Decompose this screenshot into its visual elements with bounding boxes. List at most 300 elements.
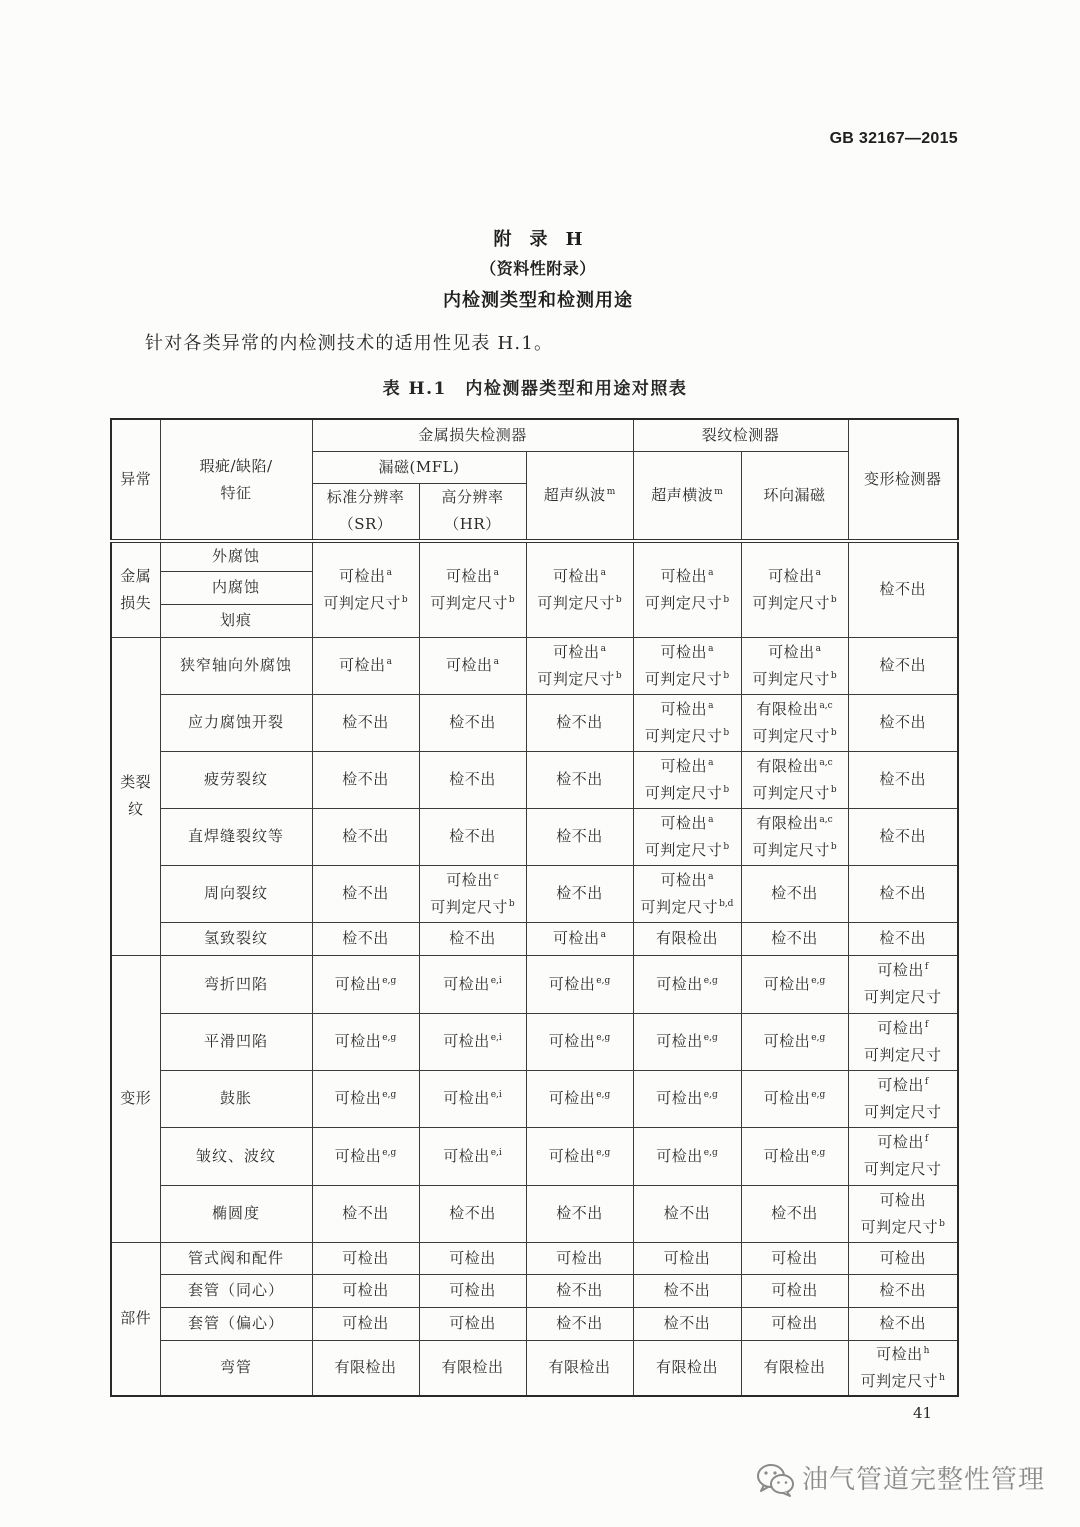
cell-line	[314, 1310, 418, 1337]
cell-text: 可检出	[879, 1248, 927, 1267]
cell-text: 检不出	[771, 929, 818, 947]
table-cell	[848, 1013, 958, 1070]
cell-line	[421, 1028, 525, 1055]
wechat-icon	[756, 1462, 796, 1498]
header-anomaly	[111, 419, 160, 541]
feature-label	[160, 808, 312, 865]
table-cell	[419, 694, 526, 751]
cell-text: 可判定尺寸	[430, 897, 508, 916]
feature-text: 弯折凹陷	[203, 974, 268, 993]
cell-text: 可检出	[660, 813, 708, 832]
footnote-mark: b	[615, 594, 622, 605]
cell-text: 有限检出	[441, 1358, 504, 1376]
footnote-mark: b	[723, 841, 730, 852]
header-ut-longitudinal	[526, 451, 633, 541]
header-text: 变形检测器	[864, 470, 942, 488]
cell-line	[314, 971, 418, 998]
cell-text: 可检出	[342, 1314, 389, 1332]
table-cell	[312, 694, 419, 751]
feature-label	[160, 541, 312, 571]
cell-text: 可检出	[763, 1146, 811, 1165]
cell-line	[314, 590, 418, 617]
footnote-mark: a	[708, 814, 714, 825]
footnote-mark: e,g	[703, 975, 718, 986]
footnote-mark: b	[939, 1218, 945, 1229]
cell-line	[635, 925, 740, 952]
feature-text: 周向裂纹	[203, 884, 268, 902]
table-cell	[741, 1013, 848, 1070]
feature-text: 管式阀和配件	[187, 1248, 284, 1267]
cell-text: 可检出	[334, 1032, 382, 1050]
table-cell	[419, 955, 526, 1013]
cell-text: 检不出	[449, 929, 496, 947]
cell-line	[743, 753, 847, 780]
feature-label	[160, 637, 312, 694]
header-standard-resolution	[312, 483, 419, 541]
table-row	[111, 922, 958, 955]
header-text: 漏磁(MFL)	[378, 457, 460, 476]
footnote-mark: a	[493, 657, 499, 667]
table-cell	[526, 694, 633, 751]
footnote-mark: b	[723, 727, 730, 738]
table-row	[111, 955, 958, 1013]
cell-text: 检不出	[879, 580, 927, 599]
appendix-title: 附 录 H	[493, 229, 583, 250]
cell-text: 检不出	[663, 1281, 711, 1299]
table-cell	[526, 751, 633, 808]
cell-text: 可检出	[339, 566, 386, 585]
cell-text: 可检出	[660, 566, 708, 585]
header-ut-shear	[633, 451, 741, 541]
table-caption: 表 H.1 内检测器类型和用途对照表	[382, 379, 688, 399]
footnote-mark: a	[386, 567, 392, 578]
feature-label	[160, 751, 312, 808]
cell-line	[528, 766, 632, 793]
table-cell	[848, 808, 958, 865]
cell-line	[635, 1310, 740, 1337]
table-cell	[526, 1242, 633, 1274]
footnote-mark: b	[723, 670, 730, 681]
cell-text: 可检出	[334, 1089, 382, 1107]
cell-text: 可判定尺寸	[752, 726, 830, 745]
cell-line	[635, 1245, 740, 1272]
table-cell	[848, 1242, 958, 1274]
cell-text: 有限检出	[756, 699, 819, 718]
cell-text: 检不出	[449, 770, 496, 788]
group-label-text: 类裂	[120, 773, 152, 791]
footnote-mark: e,g	[703, 1147, 718, 1158]
footnote-mark: b	[508, 898, 515, 909]
footnote-mark: m	[714, 486, 723, 497]
cell-text: 可判定尺寸	[752, 669, 830, 688]
cell-line	[743, 639, 847, 666]
cell-line	[635, 971, 740, 998]
cell-text: 可检出	[877, 961, 924, 979]
cell-line	[314, 1245, 418, 1272]
table-cell	[848, 751, 958, 808]
cell-line	[743, 880, 847, 907]
cell-text: 可检出	[876, 1344, 923, 1363]
footnote-mark: e,g	[703, 1033, 718, 1043]
table-cell	[633, 1274, 741, 1307]
cell-line	[743, 1354, 847, 1381]
cell-line	[314, 766, 418, 793]
table-body	[111, 541, 958, 1396]
cell-line	[421, 1085, 525, 1112]
table-row	[111, 694, 958, 751]
watermark	[756, 1458, 1056, 1502]
cell-text: 检不出	[556, 770, 603, 788]
feature-label	[160, 1185, 312, 1242]
cell-text: 可检出	[443, 1089, 490, 1107]
cell-line	[528, 709, 632, 736]
cell-text: 可检出	[553, 566, 600, 585]
cell-line	[421, 1277, 525, 1304]
table-cell	[633, 1070, 741, 1127]
cell-text: 可检出	[771, 1281, 818, 1299]
cell-text: 检不出	[879, 827, 927, 845]
table-cell	[312, 541, 419, 637]
cell-text: 可检出	[660, 699, 708, 718]
table-cell	[419, 751, 526, 808]
footnote-mark: e,i	[490, 975, 502, 986]
cell-line	[743, 590, 847, 617]
appendix-name: 内检测类型和检测用途	[443, 290, 633, 311]
footnote-mark: a,c	[819, 757, 833, 768]
feature-label	[160, 1340, 312, 1396]
header-feature	[160, 419, 312, 541]
cell-text: 可判定尺寸	[430, 593, 508, 612]
table-cell	[419, 808, 526, 865]
cell-line	[635, 1200, 740, 1227]
cell-line	[421, 1245, 525, 1272]
table-cell	[526, 541, 633, 637]
table-cell	[848, 541, 958, 637]
footnote-mark: b	[723, 784, 730, 795]
cell-text: 检不出	[556, 713, 603, 731]
cell-line	[528, 823, 632, 850]
cell-line	[421, 1354, 525, 1381]
cell-line	[850, 1187, 957, 1214]
cell-line	[743, 666, 847, 693]
cell-line	[635, 1277, 740, 1304]
header-text: 超声纵波	[543, 485, 606, 504]
cell-text: 检不出	[342, 827, 389, 845]
cell-text: 可检出	[663, 1248, 711, 1267]
cell-text: 可检出	[446, 870, 493, 889]
footnote-mark: b	[508, 594, 515, 605]
cell-line	[528, 666, 632, 693]
table-cell	[312, 1070, 419, 1127]
table-cell	[312, 637, 419, 694]
footnote-mark: e,i	[490, 1147, 502, 1158]
cell-line	[528, 1200, 632, 1227]
cell-text: 可判定尺寸	[644, 726, 723, 745]
footnote-mark: e,g	[596, 1033, 611, 1043]
cell-line	[421, 867, 525, 894]
group-label-text: 变形	[120, 1089, 152, 1107]
cell-line	[528, 639, 632, 666]
table-cell	[633, 1340, 741, 1396]
table-cell	[526, 1013, 633, 1070]
feature-text: 套管（偏心）	[187, 1314, 284, 1332]
table-cell	[848, 1307, 958, 1340]
cell-text: 可检出	[768, 642, 815, 661]
cell-text: 可检出	[334, 1146, 382, 1165]
cell-line	[743, 723, 847, 750]
footnote-mark: e,g	[596, 1147, 611, 1158]
footnote-mark: b	[830, 784, 837, 795]
feature-text: 平滑凹陷	[203, 1032, 268, 1050]
footnote-mark: e,g	[382, 1147, 397, 1158]
cell-text: 可检出	[763, 1089, 811, 1107]
header-text: 超声横波	[651, 485, 714, 504]
cell-text: 检不出	[556, 884, 603, 902]
cell-text: 可检出	[771, 1248, 818, 1267]
feature-text: 弯管	[219, 1358, 252, 1376]
table-cell	[633, 751, 741, 808]
footnote-mark: e,g	[382, 1090, 397, 1100]
cell-line	[850, 1245, 957, 1272]
table-cell	[741, 922, 848, 955]
table-cell	[633, 1127, 741, 1185]
group-label	[111, 1242, 160, 1396]
table-cell	[526, 865, 633, 922]
cell-line	[314, 709, 418, 736]
cell-text: 可检出	[879, 1190, 927, 1209]
detector-table	[110, 418, 959, 1397]
footnote-mark: e,g	[382, 975, 397, 986]
feature-text: 狭窄轴向外腐蚀	[179, 656, 292, 674]
header-high-resolution	[419, 483, 526, 541]
table-cell	[633, 1307, 741, 1340]
cell-text: 检不出	[663, 1314, 711, 1332]
cell-line	[850, 957, 957, 984]
footnote-mark: a,c	[819, 700, 833, 711]
footnote-mark: a	[708, 567, 714, 578]
cell-text: 可判定尺寸	[644, 840, 723, 859]
cell-text: 可检出	[443, 1032, 490, 1050]
table-cell	[741, 751, 848, 808]
header-deformation-tool	[848, 419, 958, 541]
table-cell	[741, 808, 848, 865]
appendix-nature: （资料性附录）	[480, 259, 596, 278]
footnote-mark: f	[924, 1076, 929, 1087]
cell-text: 可检出	[548, 1089, 596, 1107]
cell-text: 可检出	[656, 1032, 703, 1050]
header-circumferential-mfl	[741, 451, 848, 541]
cell-text: 可判定尺寸	[644, 593, 723, 612]
footnote-mark: m	[606, 486, 616, 497]
cell-text: 可检出	[449, 1248, 496, 1267]
cell-text: 检不出	[449, 713, 496, 731]
cell-line	[314, 1085, 418, 1112]
table-cell	[312, 1185, 419, 1242]
cell-line	[528, 925, 632, 952]
footnote-mark: f	[924, 1019, 929, 1030]
footnote-mark: a	[600, 567, 606, 578]
cell-text: 可检出	[443, 974, 490, 993]
cell-line	[421, 563, 525, 590]
feature-label	[160, 1242, 312, 1274]
footnote-mark: a,c	[819, 814, 833, 825]
cell-line	[743, 1085, 847, 1112]
table-cell	[419, 922, 526, 955]
cell-line	[850, 1042, 957, 1069]
cell-text: 可检出	[763, 1032, 811, 1050]
table-cell	[312, 865, 419, 922]
table-cell	[419, 637, 526, 694]
cell-text: 可检出	[553, 929, 600, 947]
cell-text: 检不出	[342, 1204, 389, 1222]
table-cell	[419, 1307, 526, 1340]
feature-label	[160, 922, 312, 955]
cell-line	[635, 867, 740, 894]
cell-text: 检不出	[449, 827, 496, 845]
cell-text: 可检出	[339, 656, 386, 674]
feature-text: 外腐蚀	[211, 547, 260, 566]
cell-text: 可检出	[660, 642, 708, 661]
cell-text: 可判定尺寸	[864, 1160, 942, 1178]
cell-line	[743, 1310, 847, 1337]
table-row	[111, 541, 958, 571]
cell-text: 检不出	[879, 656, 927, 674]
cell-text: 可判定尺寸	[644, 669, 723, 688]
cell-text: 可检出	[660, 756, 708, 775]
table-cell	[741, 1242, 848, 1274]
table-row	[111, 865, 958, 922]
table-row	[111, 751, 958, 808]
cell-text: 检不出	[342, 929, 389, 947]
header-text: （HR）	[444, 515, 501, 534]
feature-text: 应力腐蚀开裂	[187, 713, 284, 731]
table-cell	[848, 1274, 958, 1307]
footnote-mark: b	[830, 594, 837, 605]
header-text: 高分辨率	[441, 488, 504, 507]
cell-line	[743, 837, 847, 864]
cell-text: 可判定尺寸	[860, 1371, 939, 1390]
cell-line	[635, 639, 740, 666]
cell-text: 检不出	[771, 1204, 818, 1222]
group-label-text: 金属	[120, 566, 152, 585]
feature-label	[160, 1127, 312, 1185]
cell-line	[850, 576, 957, 603]
cell-line	[743, 563, 847, 590]
table-cell	[741, 1274, 848, 1307]
feature-label	[160, 865, 312, 922]
cell-line	[743, 696, 847, 723]
cell-text: 检不出	[879, 770, 927, 788]
table-cell	[848, 637, 958, 694]
feature-text: 内腐蚀	[211, 578, 260, 596]
cell-line	[421, 971, 525, 998]
group-label-text: 损失	[120, 593, 152, 612]
table-cell	[741, 955, 848, 1013]
cell-line	[850, 709, 957, 736]
table-cell	[419, 1242, 526, 1274]
footnote-mark: e,i	[490, 1033, 502, 1043]
footnote-mark: e,g	[596, 975, 611, 986]
watermark-text: 油气管道完整性管理	[802, 1465, 1046, 1495]
cell-text: 可检出	[763, 974, 811, 993]
table-cell	[848, 922, 958, 955]
feature-label	[160, 1070, 312, 1127]
cell-line	[314, 1200, 418, 1227]
footnote-mark: a	[708, 700, 714, 711]
footnote-mark: a	[708, 643, 714, 654]
cell-text: 检不出	[663, 1204, 711, 1222]
cell-line	[743, 1028, 847, 1055]
header-text: 裂纹检测器	[701, 425, 780, 444]
cell-text: 可检出	[877, 1133, 924, 1151]
cell-line	[528, 1028, 632, 1055]
table-cell	[848, 1070, 958, 1127]
footnote-mark: f	[924, 962, 929, 972]
header-metal-loss-tools	[312, 419, 633, 451]
cell-line	[850, 1341, 957, 1368]
feature-label	[160, 571, 312, 604]
cell-line	[528, 1143, 632, 1170]
feature-text: 氢致裂纹	[203, 929, 268, 947]
cell-line	[850, 1310, 957, 1337]
footnote-mark: a	[386, 657, 392, 667]
table-cell	[633, 694, 741, 751]
group-label	[111, 637, 160, 955]
header-text: 标准分辨率	[326, 488, 405, 507]
cell-line	[528, 563, 632, 590]
feature-text: 疲劳裂纹	[203, 770, 268, 788]
cell-line	[528, 590, 632, 617]
cell-line	[743, 925, 847, 952]
cell-line	[421, 1310, 525, 1337]
cell-line	[528, 1277, 632, 1304]
cell-text: 可检出	[656, 974, 703, 993]
table-cell	[848, 694, 958, 751]
table-cell	[419, 1013, 526, 1070]
footnote-mark: a	[815, 643, 821, 654]
cell-line	[850, 925, 957, 952]
table-row	[111, 637, 958, 694]
table-cell	[633, 955, 741, 1013]
table-row	[111, 1274, 958, 1307]
feature-label	[160, 1307, 312, 1340]
footnote-mark: f	[924, 1134, 929, 1144]
table-cell	[419, 1070, 526, 1127]
table-cell	[741, 1340, 848, 1396]
cell-line	[635, 894, 740, 921]
cell-line	[743, 971, 847, 998]
footnote-mark: b	[615, 670, 622, 681]
cell-line	[743, 1245, 847, 1272]
table-row	[111, 1070, 958, 1127]
footnote-mark: c	[493, 871, 499, 882]
cell-text: 可检出	[771, 1314, 818, 1332]
group-label-text: 纹	[127, 800, 144, 818]
cell-line	[850, 1099, 957, 1126]
cell-text: 可判定尺寸	[752, 783, 830, 802]
cell-line	[850, 1277, 957, 1304]
cell-text: 可检出	[877, 1018, 924, 1037]
table-cell	[526, 808, 633, 865]
cell-line	[421, 709, 525, 736]
cell-text: 可检出	[548, 1032, 596, 1050]
cell-text: 可检出	[449, 1281, 496, 1299]
cell-text: 可检出	[548, 1146, 596, 1165]
header-row	[111, 419, 958, 451]
group-label-text: 部件	[120, 1309, 152, 1327]
table-cell	[312, 1013, 419, 1070]
cell-text: 有限检出	[548, 1358, 611, 1376]
